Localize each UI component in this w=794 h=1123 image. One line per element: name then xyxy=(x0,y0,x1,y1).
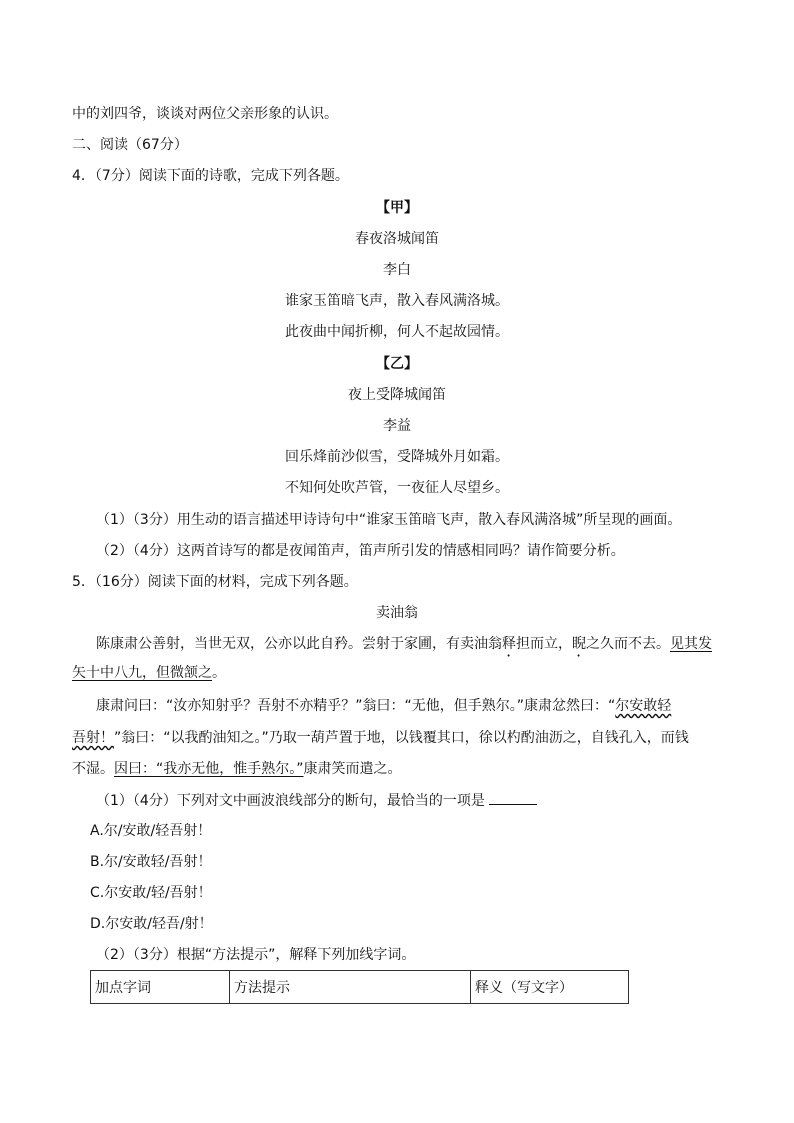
question-text: （1）（4分）下列对文中画波浪线部分的断句，最恰当的一项是 xyxy=(96,793,485,809)
dotted-word: 释 xyxy=(502,636,516,652)
passage-text: 。 xyxy=(212,665,226,681)
passage-text: 不湿。 xyxy=(72,761,114,777)
question-4-1: （1）（3分）用生动的语言描述甲诗诗句中“谁家玉笛暗飞声，散入春风满洛城”所呈现的画面。 xyxy=(96,512,682,528)
question-5: 5．（16分）阅读下面的材料，完成下列各题。 xyxy=(72,574,358,590)
poem2-line2: 不知何处吹芦管，一夜征人尽望乡。 xyxy=(285,480,509,496)
passage-para2-line3 xyxy=(72,759,722,779)
option-c: C.尔安敢/轻/吾射！ xyxy=(90,885,212,901)
option-b: B.尔/安敢轻/吾射！ xyxy=(90,854,212,870)
passage-para1-line2 xyxy=(72,663,722,683)
option-a: A.尔/安敢/轻吾射！ xyxy=(90,823,212,839)
poem2-title: 夜上受降城闻笛 xyxy=(348,387,446,403)
poem2-author: 李益 xyxy=(383,418,411,434)
passage-text: 担而立， xyxy=(516,636,572,652)
underlined-sentence: 矢十中八九，但微颔之 xyxy=(72,665,212,681)
underlined-sentence: 因曰：“我亦无他，惟手熟尔。” xyxy=(114,761,304,777)
passage-title: 卖油翁 xyxy=(376,605,418,621)
vocabulary-table xyxy=(90,970,629,1004)
text-line: 中的刘四爷，谈谈对两位父亲形象的认识。 xyxy=(72,106,338,122)
wavy-underlined-text: 吾射！ xyxy=(72,730,114,746)
question-5-2: （2）（3分）根据“方法提示”，解释下列加线字词。 xyxy=(96,947,416,963)
passage-text: 康肃问曰：“汝亦知射乎？吾射不亦精乎？”翁曰：“无他，但手熟尔。”康肃忿然曰：“ xyxy=(96,698,616,714)
passage-para1-line1 xyxy=(96,634,746,660)
question-5-1 xyxy=(96,790,746,811)
dotted-word: 睨 xyxy=(572,636,586,652)
underlined-sentence: 见其发 xyxy=(670,636,712,652)
option-d: D.尔安敢/轻吾/射！ xyxy=(90,916,213,932)
question-4-2: （2）（4分）这两首诗写的都是夜闻笛声，笛声所引发的情感相同吗？请作简要分析。 xyxy=(96,543,625,559)
poem1-title: 春夜洛城闻笛 xyxy=(355,231,439,247)
passage-text: 陈康肃公善射，当世无双，公亦以此自矜。尝射于家圃，有卖油翁 xyxy=(96,636,502,652)
passage-text: 之久而不去。 xyxy=(586,636,670,652)
answer-blank[interactable] xyxy=(489,790,537,805)
section-heading: 二、阅读（67分） xyxy=(72,137,188,153)
poem-label-jia: 【甲】 xyxy=(376,200,418,216)
table-header-cell: 加点字词 xyxy=(91,971,230,1004)
poem-label-yi: 【乙】 xyxy=(376,356,418,372)
poem2-line1: 回乐烽前沙似雪，受降城外月如霜。 xyxy=(285,449,509,465)
poem1-line1: 谁家玉笛暗飞声，散入春风满洛城。 xyxy=(285,293,509,309)
question-4: 4．（7分）阅读下面的诗歌，完成下列各题。 xyxy=(72,168,349,184)
table-header-cell: 释义（写文字） xyxy=(471,971,629,1004)
wavy-underlined-text: 尔安敢轻 xyxy=(615,698,672,714)
passage-para2-line1 xyxy=(96,696,746,716)
table-header-cell: 方法提示 xyxy=(230,971,471,1004)
table-header-row xyxy=(91,971,629,1004)
poem1-line2: 此夜曲中闻折柳，何人不起故园情。 xyxy=(285,324,509,340)
passage-text: 康肃笑而遣之。 xyxy=(303,761,402,777)
passage-text: ”翁曰：“以我酌油知之。”乃取一葫芦置于地，以钱覆其口，徐以杓酌油沥之，自钱孔入，而钱 xyxy=(114,730,689,746)
passage-para2-line2 xyxy=(72,728,722,748)
poem1-author: 李白 xyxy=(383,262,411,278)
